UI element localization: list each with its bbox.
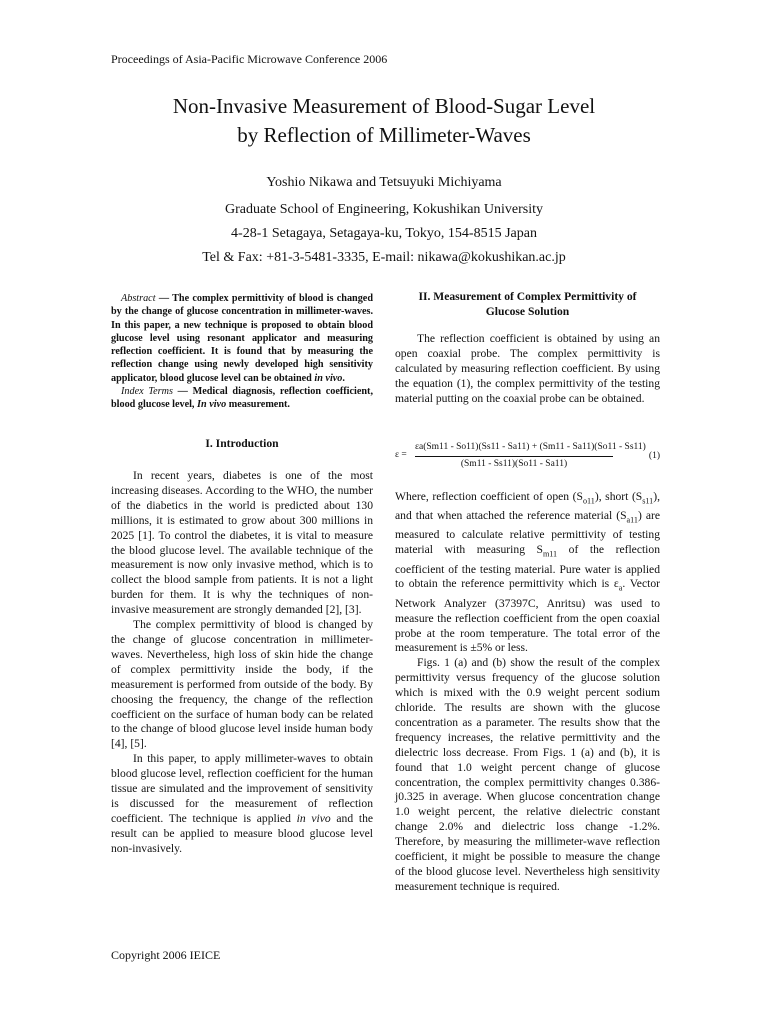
abstract-paragraph — [111, 292, 373, 385]
equation-denominator: (Sm11 - Ss11)(So11 - Sa11) — [460, 459, 568, 469]
equation-number: (1) — [648, 451, 660, 461]
authors: Yoshio Nikawa and Tetsuyuki Michiyama — [266, 175, 502, 190]
section2-paragraph-3: Figs. 1 (a) and (b) show the result of the complex permittivity versus frequency of the glucose solution which is mixed with the 0.9 weight percent sodium chloride. The results are shown with the glucose concentration as a parameter. The results show that the frequency increases, the relative permittivity and the dielectric loss decrease. From Figs. 1 (a) and (b), it is found that 1.0 weight percent change of glucose concentration, the complex permittivity changes 0.386-j0.325 in average. When glucose concentration change 1.0 weight percent, the relative dielectric constant change 2.0% and dielectric loss change -1.2%. Therefore, by measuring the millimeter-wave reflection coefficient, it might be possible to measure the change of the blood glucose level. Nevertheless high sensitivity measurement technique is required. — [395, 656, 660, 893]
p2-text-f: . Vector Network Analyzer (37397C, Anritsu) was used to measure the reflection coefficient from the open coaxial probe at the room temperature. The total error of the measurement is ±5% or less. — [395, 577, 660, 655]
section2-heading-line-2: Glucose Solution — [485, 304, 570, 318]
affiliation — [0, 198, 768, 270]
equation-numerator: εa(Sm11 - So11)(Ss11 - Sa11) + (Sm11 - Sa11)(So11 - Ss11) — [415, 442, 646, 452]
paper-title — [0, 92, 768, 150]
index-terms-end: measurement. — [226, 399, 290, 411]
index-terms-label: Index Terms — [121, 386, 173, 398]
proceedings-header: Proceedings of Asia-Pacific Microwave Conference 2006 — [111, 52, 388, 66]
intro-paragraph-3 — [111, 752, 373, 856]
title-line-2: by Reflection of Millimeter-Waves — [237, 123, 531, 147]
p2-text-b: ), short (S — [594, 490, 643, 503]
affiliation-line-3: Tel & Fax: +81-3-5481-3335, E-mail: nikawa@kokushikan.ac.jp — [202, 250, 566, 265]
intro-p3-text-b: and the result can be applied to measure blood glucose level non-invasively. — [111, 811, 374, 855]
equation-lhs: ε = — [395, 450, 407, 460]
abstract — [111, 292, 373, 412]
intro-p3-italic: in vivo — [296, 811, 331, 825]
index-terms-text: Medical diagnosis, reflection coefficient, blood glucose level, — [111, 386, 373, 411]
intro-heading: I. Introduction — [205, 437, 279, 450]
copyright-footer: Copyright 2006 IEICE — [111, 948, 221, 962]
section2-paragraph-2 — [395, 490, 660, 656]
p2-sub-a: a — [618, 583, 623, 593]
index-terms — [111, 385, 373, 412]
p2-sub-o11: o11 — [582, 496, 595, 506]
abstract-sep: — — [155, 293, 173, 304]
fraction-bar — [415, 456, 613, 457]
p2-text-c: ), and that when attached the reference material (S — [395, 490, 660, 523]
section2-body-1 — [395, 332, 660, 407]
p2-text-e: of the reflection coefficient of the testing material. Pure water is applied to obtain the reference permittivity which is ε — [395, 543, 660, 591]
section2-paragraph-1: The reflection coefficient is obtained by using an open coaxial probe. The complex permittivity is calculated by measuring reflection coefficient. By using the equation (1), the complex permittivity of the testing material putting on the coaxial probe can be obtained. — [395, 332, 660, 405]
p2-text-d: ) are measured to calculate relative permittivity of testing material with measuring S — [395, 509, 660, 557]
section2-heading-line-1: II. Measurement of Complex Permittivity of — [418, 290, 637, 303]
intro-paragraph-1: In recent years, diabetes is one of the most increasing diseases. According to the WHO, the number of the diabetics in the world is predicted about 130 millions, it is estimated to grow about 300 millions in 2025 [1]. To control the diabetes, it is vital to measure the blood glucose level. The available technique of the measurement is now only invasive method, which is to collect the blood sample from patients. It is not a light burden for them. It is why the techniques of non-invasive measurement are strongly demanded [2], [3]. — [111, 469, 373, 617]
intro-p3-text-a: In this paper, to apply millimeter-waves to obtain blood glucose level, reflection coefficient for the human tissue are simulated and the improvement of sensitivity is discussed for the measurement of reflection coefficient. The technique is applied — [111, 752, 373, 825]
section2-body-2 — [395, 490, 660, 895]
p2-sub-s11: s11 — [642, 496, 654, 506]
affiliation-line-2: 4-28-1 Setagaya, Setagaya-ku, Tokyo, 154-8515 Japan — [231, 226, 537, 241]
index-terms-italic: In vivo — [197, 399, 227, 411]
abstract-italic: in vivo — [314, 372, 343, 384]
abstract-end: . — [342, 372, 345, 384]
intro-paragraph-2: The complex permittivity of blood is changed by the change of glucose concentration in millimeter-waves. Nevertheless, high loss of skin hide the change of complex permittivity inside the body, if the measurement is performed from outside of the body. By choosing the frequency, the change of the reflection coefficient on the surface of human body can be related to the change of blood glucose level inside human body [4], [5]. — [111, 618, 373, 751]
intro-body — [111, 469, 373, 857]
abstract-label: Abstract — [121, 293, 156, 304]
abstract-text: The complex permittivity of blood is changed by the change of glucose concentration in millimeter-waves. In this paper, a new technique is proposed to obtain blood glucose level using resonant applicator and measuring reflection coefficient. It is found that by measuring the reflection change using newly developed high sensitivity applicator, blood glucose level can be obtained — [111, 293, 373, 384]
index-sep: — — [172, 386, 193, 398]
p2-sub-a11: a11 — [626, 515, 638, 525]
p2-text-a: Where, reflection coefficient of open (S — [395, 490, 583, 503]
title-line-1: Non-Invasive Measurement of Blood-Sugar Level — [172, 94, 596, 118]
section2-heading — [395, 290, 660, 319]
equation-1 — [395, 440, 660, 474]
p2-sub-m11: m11 — [542, 549, 558, 559]
affiliation-line-1: Graduate School of Engineering, Kokushikan University — [224, 202, 544, 217]
